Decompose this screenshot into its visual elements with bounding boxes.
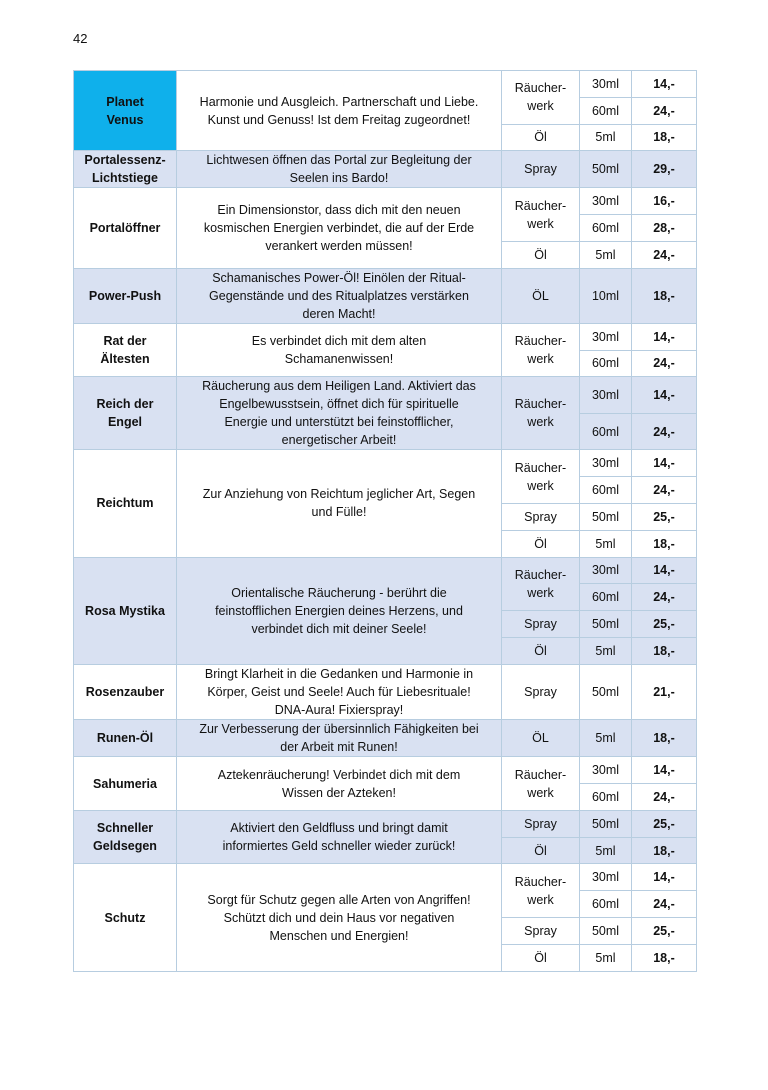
product-description [177, 810, 502, 864]
product-volume: 5ml [580, 637, 632, 664]
description-line: Kunst und Genuss! Ist dem Freitag zugeordnet! [207, 112, 471, 127]
product-row [74, 864, 697, 891]
product-volume: 50ml [580, 810, 632, 837]
description-line: Harmonie und Ausgleich. Partnerschaft und Liebe. [199, 94, 479, 109]
description-line: kosmischen Energien verbindet, die auf der Erde [203, 221, 475, 236]
description-line: Orientalische Räucherung - berührt die [231, 585, 447, 600]
description-line: Bringt Klarheit in die Gedanken und Harmonie in [204, 666, 474, 681]
product-form [502, 810, 580, 837]
product-description [177, 323, 502, 377]
form-label: Spray [524, 816, 557, 831]
product-form [502, 611, 580, 638]
description-line: Engelbewusstsein, öffnet dich für spirituelle [219, 397, 459, 412]
product-volume: 30ml [580, 864, 632, 891]
description-line: informiertes Geld schneller wieder zurück! [222, 839, 456, 854]
product-volume: 5ml [580, 719, 632, 757]
product-volume: 30ml [580, 323, 632, 350]
description-line: und Fülle! [311, 505, 367, 520]
product-price: 18,- [632, 124, 697, 151]
product-form [502, 530, 580, 557]
description-line: Energie und unterstützt bei feinstofflicher, [224, 415, 454, 430]
product-volume: 60ml [580, 350, 632, 377]
product-row [74, 268, 697, 323]
product-form [502, 944, 580, 971]
description-line: Gegenstände und des Ritualplatzes verstärken [209, 288, 469, 303]
product-form [502, 864, 580, 918]
product-volume: 50ml [580, 503, 632, 530]
product-price: 18,- [632, 637, 697, 664]
description-line: Körper, Geist und Seele! Auch für Liebesrituale! [207, 684, 471, 699]
product-volume: 60ml [580, 584, 632, 611]
description-line: Schützt dich und dein Haus vor negativen [223, 910, 455, 925]
form-label: Räucher- [514, 874, 567, 889]
product-row [74, 323, 697, 350]
product-price: 18,- [632, 944, 697, 971]
product-name: Schutz [74, 864, 177, 971]
product-volume: 5ml [580, 837, 632, 864]
product-name: Planet Venus [74, 71, 177, 151]
product-name: Rosa Mystika [74, 557, 177, 664]
form-label: Spray [524, 923, 557, 938]
product-form [502, 377, 580, 450]
product-form [502, 268, 580, 323]
product-volume: 5ml [580, 241, 632, 268]
product-description [177, 377, 502, 450]
product-volume: 30ml [580, 757, 632, 784]
form-label: werk [527, 892, 554, 907]
product-price: 24,- [632, 241, 697, 268]
product-row [74, 557, 697, 584]
form-label: Räucher- [514, 198, 567, 213]
product-description [177, 450, 502, 557]
product-price: 21,- [632, 664, 697, 719]
product-volume: 50ml [580, 918, 632, 945]
description-line: Ein Dimensionstor, dass dich mit den neuen [217, 203, 461, 218]
product-price: 14,- [632, 323, 697, 350]
product-description [177, 188, 502, 268]
product-volume: 60ml [580, 97, 632, 124]
form-label: Spray [524, 509, 557, 524]
product-row [74, 664, 697, 719]
description-line: energetischer Arbeit! [281, 433, 397, 448]
product-price: 24,- [632, 413, 697, 450]
product-price: 24,- [632, 584, 697, 611]
description-line: Es verbindet dich mit dem alten [251, 334, 427, 349]
product-price: 14,- [632, 377, 697, 414]
product-price: 18,- [632, 837, 697, 864]
form-label: werk [527, 415, 554, 430]
product-name: Rat der Ältesten [74, 323, 177, 377]
form-label: ÖL [532, 731, 549, 745]
product-row [74, 188, 697, 215]
product-name: Reich der Engel [74, 377, 177, 450]
page-number: 42 [73, 31, 88, 46]
product-price: 24,- [632, 784, 697, 811]
product-volume: 30ml [580, 377, 632, 414]
description-line: Schamanenwissen! [284, 352, 394, 367]
product-row [74, 757, 697, 784]
product-form [502, 557, 580, 611]
product-price: 29,- [632, 151, 697, 188]
product-table-body [74, 71, 697, 972]
form-label: werk [527, 478, 554, 493]
product-price: 25,- [632, 503, 697, 530]
product-row [74, 810, 697, 837]
description-line: DNA-Aura! Fixierspray! [274, 702, 404, 717]
product-form [502, 757, 580, 811]
product-row [74, 450, 697, 477]
product-description [177, 664, 502, 719]
form-label: Öl [534, 950, 547, 965]
product-volume: 60ml [580, 784, 632, 811]
product-volume: 50ml [580, 611, 632, 638]
description-line: Räucherung aus dem Heiligen Land. Aktiviert das [202, 379, 476, 394]
product-row [74, 719, 697, 757]
product-price: 24,- [632, 891, 697, 918]
form-label: ÖL [532, 288, 549, 303]
product-price: 25,- [632, 611, 697, 638]
form-label: Öl [534, 536, 547, 551]
product-price: 24,- [632, 350, 697, 377]
product-name: Reichtum [74, 450, 177, 557]
product-description [177, 268, 502, 323]
product-form [502, 151, 580, 188]
description-line: feinstofflichen Energien deines Herzens, und [215, 603, 463, 618]
product-volume: 30ml [580, 188, 632, 215]
product-form [502, 637, 580, 664]
product-name: Schneller Geldsegen [74, 810, 177, 864]
product-form [502, 323, 580, 377]
form-label: werk [527, 585, 554, 600]
product-description [177, 757, 502, 811]
product-volume: 5ml [580, 530, 632, 557]
product-form [502, 837, 580, 864]
product-name: Sahumeria [74, 757, 177, 811]
product-row [74, 71, 697, 98]
description-line: Wissen der Azteken! [282, 785, 396, 800]
form-label: Räucher- [514, 334, 567, 349]
form-label: werk [527, 785, 554, 800]
form-label: Öl [534, 843, 547, 858]
product-form [502, 124, 580, 151]
product-volume: 5ml [580, 944, 632, 971]
product-price: 18,- [632, 719, 697, 757]
product-form [502, 918, 580, 945]
product-volume: 60ml [580, 413, 632, 450]
description-line: Aztekenräucherung! Verbindet dich mit dem [217, 767, 461, 782]
product-price: 28,- [632, 215, 697, 242]
form-label: Öl [534, 643, 547, 658]
product-price: 14,- [632, 757, 697, 784]
product-name: Runen-Öl [74, 719, 177, 757]
description-line: Zur Verbesserung der übersinnlich Fähigkeiten bei [199, 722, 479, 736]
product-description [177, 151, 502, 188]
form-label: werk [527, 99, 554, 114]
form-label: Spray [524, 617, 557, 632]
product-description [177, 719, 502, 757]
product-volume: 50ml [580, 151, 632, 188]
description-line: deren Macht! [302, 306, 376, 321]
form-label: werk [527, 352, 554, 367]
product-volume: 60ml [580, 477, 632, 504]
product-price: 14,- [632, 557, 697, 584]
description-line: Menschen und Energien! [269, 928, 409, 943]
product-row [74, 377, 697, 414]
product-price: 24,- [632, 97, 697, 124]
product-description [177, 864, 502, 971]
description-line: verankert werden müssen! [265, 239, 413, 254]
product-form [502, 664, 580, 719]
product-volume: 30ml [580, 71, 632, 98]
form-label: Räucher- [514, 767, 567, 782]
product-name: Portalessenz- Lichtstiege [74, 151, 177, 188]
description-line: Sorgt für Schutz gegen alle Arten von Angriffen! [207, 892, 471, 907]
product-price: 25,- [632, 810, 697, 837]
form-label: Räucher- [514, 397, 567, 412]
product-price: 24,- [632, 477, 697, 504]
form-label: werk [527, 216, 554, 231]
description-line: verbindet dich mit deiner Seele! [251, 621, 427, 636]
description-line: Seelen ins Bardo! [289, 171, 389, 186]
form-label: Öl [534, 130, 547, 145]
product-description [177, 557, 502, 664]
form-label: Öl [534, 247, 547, 262]
product-volume: 10ml [580, 268, 632, 323]
product-price: 16,- [632, 188, 697, 215]
product-table [73, 70, 697, 972]
product-name: Rosenzauber [74, 664, 177, 719]
product-form [502, 450, 580, 504]
form-label: Räucher- [514, 567, 567, 582]
product-volume: 50ml [580, 664, 632, 719]
product-volume: 30ml [580, 450, 632, 477]
form-label: Räucher- [514, 460, 567, 475]
product-volume: 60ml [580, 891, 632, 918]
description-line: der Arbeit mit Runen! [280, 740, 398, 754]
product-volume: 5ml [580, 124, 632, 151]
product-name: Portalöffner [74, 188, 177, 268]
form-label: Spray [524, 684, 557, 699]
product-form [502, 719, 580, 757]
product-name: Power-Push [74, 268, 177, 323]
description-line: Lichtwesen öffnen das Portal zur Begleitung der [206, 153, 472, 168]
product-price: 18,- [632, 268, 697, 323]
product-row [74, 151, 697, 188]
product-volume: 60ml [580, 215, 632, 242]
description-line: Zur Anziehung von Reichtum jeglicher Art, Segen [202, 487, 476, 502]
product-volume: 30ml [580, 557, 632, 584]
product-price: 25,- [632, 918, 697, 945]
product-description [177, 71, 502, 151]
product-price: 14,- [632, 864, 697, 891]
product-form [502, 503, 580, 530]
product-price: 14,- [632, 450, 697, 477]
product-form [502, 241, 580, 268]
product-price: 18,- [632, 530, 697, 557]
product-form [502, 188, 580, 242]
form-label: Spray [524, 162, 557, 177]
description-line: Aktiviert den Geldfluss und bringt damit [230, 821, 448, 836]
product-form [502, 71, 580, 125]
description-line: Schamanisches Power-Öl! Einölen der Ritual- [212, 270, 466, 285]
product-price: 14,- [632, 71, 697, 98]
form-label: Räucher- [514, 81, 567, 96]
